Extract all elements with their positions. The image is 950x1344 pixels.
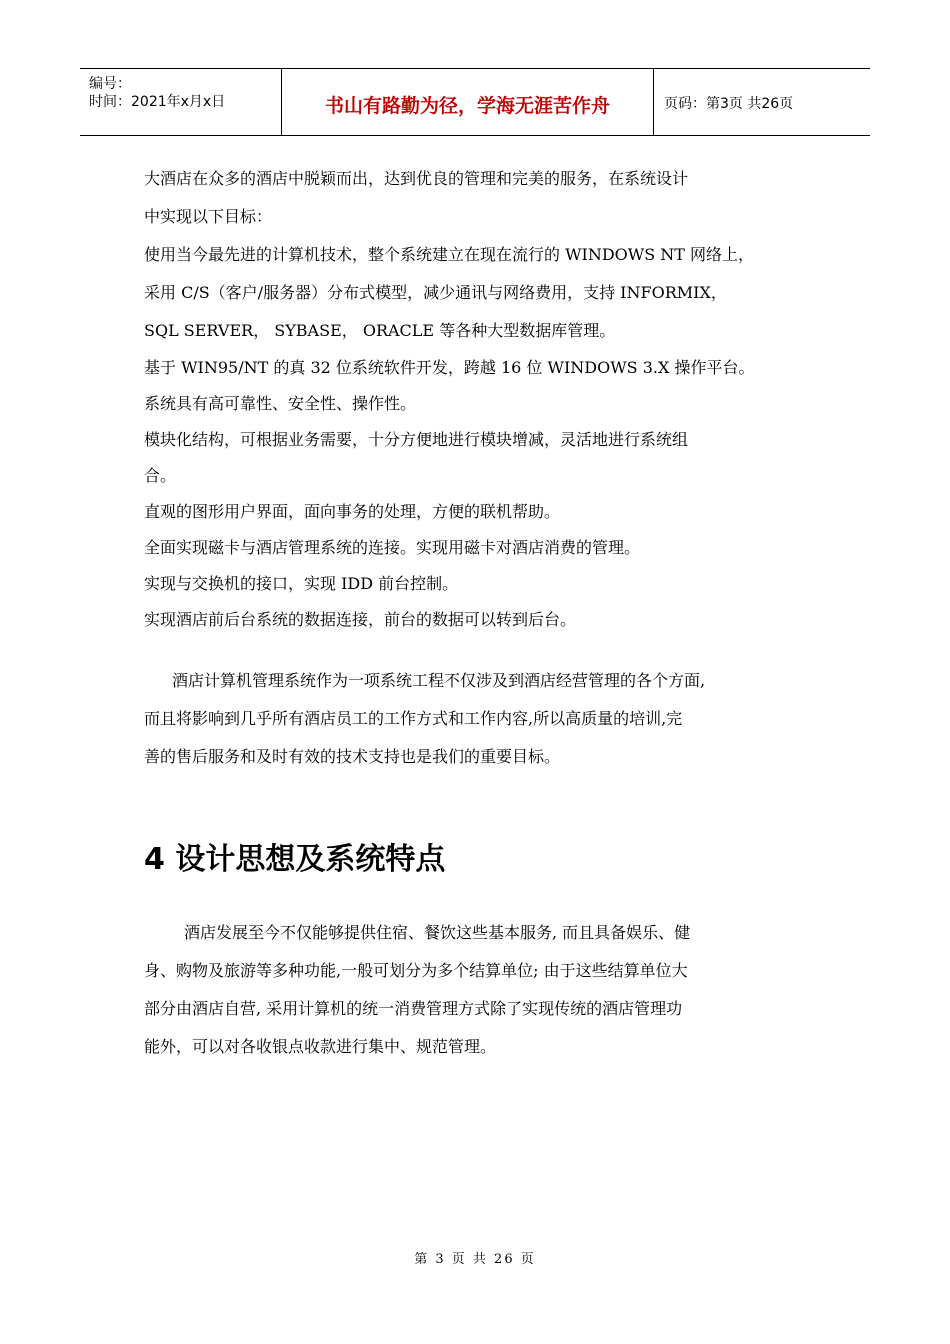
text-line: 采用 C/S（客户/服务器）分布式模型，减少通讯与网络费用，支持 INFORMIX， [144, 283, 727, 302]
text-line: 实现酒店前后台系统的数据连接，前台的数据可以转到后台。 [144, 610, 577, 629]
text-line: 部分由酒店自营, 采用计算机的统一消费管理方式除了实现传统的酒店管理功 [144, 999, 683, 1018]
text-line: 合。 [144, 466, 177, 485]
document-body [144, 160, 824, 1066]
section-spacer [144, 776, 824, 840]
text-line: 而且将影响到几乎所有酒店员工的工作方式和工作内容,所以高质量的培训,完 [144, 709, 683, 728]
text-line: 身、购物及旅游等多种功能,一般可划分为多个结算单位; 由于这些结算单位大 [144, 961, 688, 980]
text-line: 模块化结构，可根据业务需要，十分方便地进行模块增减，灵活地进行系统组 [144, 430, 689, 449]
page-footer: 第 3 页 共 26 页 [414, 1252, 536, 1267]
text-line: 系统具有高可靠性、安全性、操作性。 [144, 394, 417, 413]
header-time: 时间：2021年x月x日 [89, 94, 226, 110]
header-meta [80, 69, 282, 135]
text-line: 能外，可以对各收银点收款进行集中、规范管理。 [144, 1037, 497, 1056]
text-line: SQL SERVER， SYBASE， ORACLE 等各种大型数据库管理。 [144, 321, 616, 340]
paragraph-spacer [144, 638, 824, 662]
text-line: 酒店发展至今不仅能够提供住宿、餐饮这些基本服务, 而且具备娱乐、健 [184, 923, 691, 942]
text-line: 大酒店在众多的酒店中脱颖而出，达到优良的管理和完美的服务，在系统设计 [144, 169, 689, 188]
header-motto: 书山有路勤为径，学海无涯苦作舟 [282, 69, 654, 135]
text-line: 直观的图形用户界面，面向事务的处理，方便的联机帮助。 [144, 502, 561, 521]
header-page-info: 页码：第3页 共26页 [664, 96, 794, 112]
text-line: 全面实现磁卡与酒店管理系统的连接。实现用磁卡对酒店消费的管理。 [144, 538, 641, 557]
section-heading: 4 设计思想及系统特点 [144, 842, 446, 877]
text-line: 善的售后服务和及时有效的技术支持也是我们的重要目标。 [144, 747, 561, 766]
text-line: 酒店计算机管理系统作为一项系统工程不仅涉及到酒店经营管理的各个方面, [172, 671, 706, 690]
text-line: 实现与交换机的接口，实现 IDD 前台控制。 [144, 574, 459, 593]
heading-spacer [144, 880, 824, 914]
text-line: 中实现以下目标： [144, 207, 273, 226]
header-number: 编号： [89, 76, 131, 92]
text-line: 基于 WIN95/NT 的真 32 位系统软件开发，跨越 16 位 WINDOWS 3.X 操作平台。 [144, 358, 755, 377]
text-line: 使用当今最先进的计算机技术，整个系统建立在现在流行的 WINDOWS NT 网络上， [144, 245, 755, 264]
page-header [80, 68, 870, 136]
